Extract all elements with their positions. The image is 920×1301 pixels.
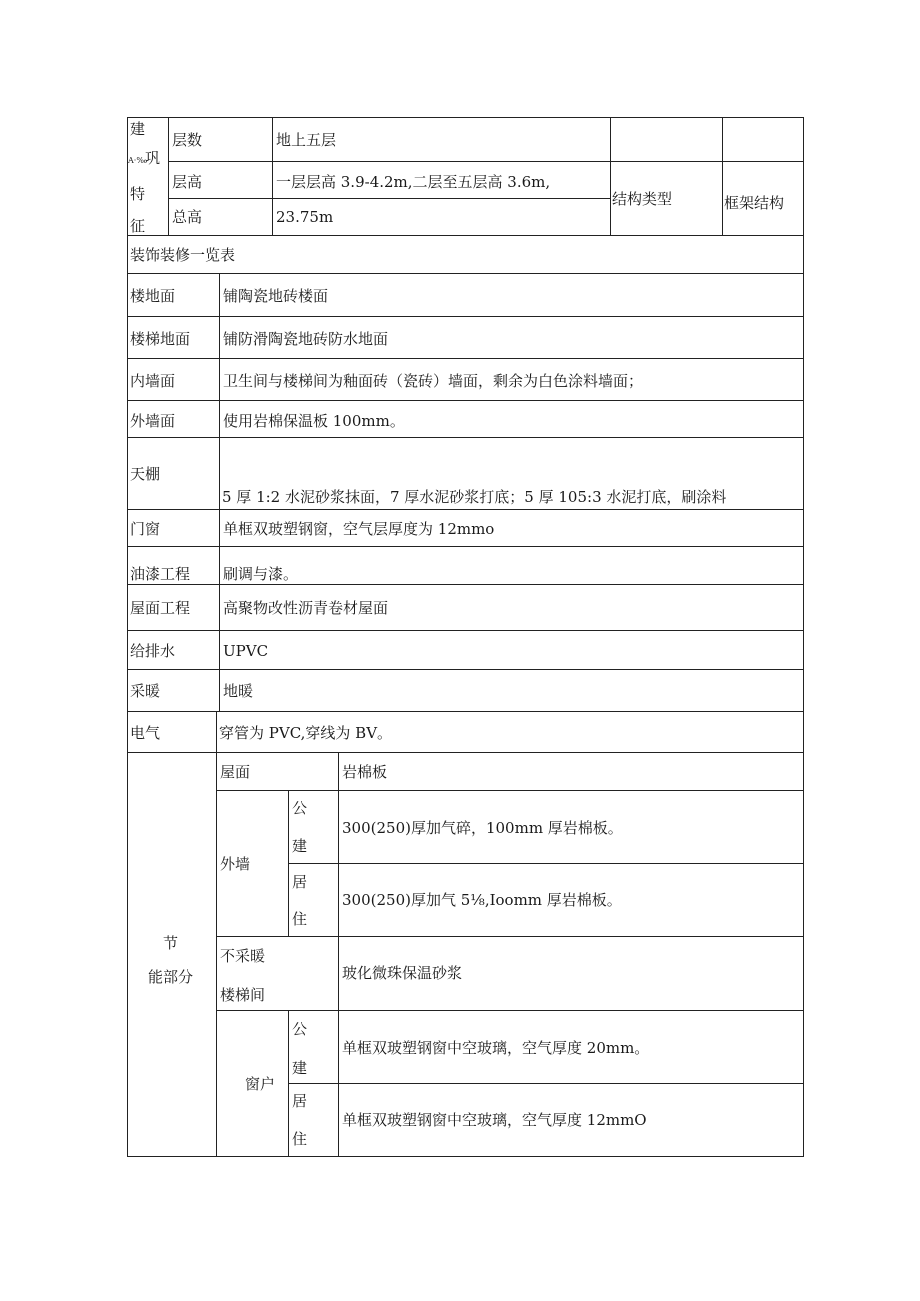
row-value: 高聚物改性沥青卷材屋面 [223, 599, 389, 617]
floor-height-value: 一层层高 3.9-4.2m,二层至五层高 3.6m, [276, 173, 551, 191]
divider [127, 235, 804, 236]
row-label: 内墙面 [130, 372, 176, 390]
energy-section-label: 节 [163, 934, 179, 952]
floor-height-label: 层高 [172, 173, 203, 191]
row-value: UPVC [223, 642, 269, 660]
divider [127, 358, 804, 359]
row-label: 门窗 [130, 520, 161, 538]
divider [127, 437, 804, 438]
structure-type-value: 框架结构 [724, 194, 785, 212]
section-label-char: 建 [130, 120, 146, 138]
divider [216, 1010, 804, 1011]
divider [127, 546, 804, 547]
window-public-value: 单框双玻塑钢窗中空玻璃，空气厚度 20mm。 [342, 1039, 650, 1057]
divider [127, 630, 804, 631]
residential-char: 居 [292, 1092, 308, 1110]
section-label-mark: A·‰ [128, 156, 148, 165]
section-label-char: 特 [130, 185, 146, 203]
row-label: 楼梯地面 [130, 330, 191, 348]
row-value: 单框双玻塑钢窗，空气层厚度为 12mmo [223, 520, 495, 538]
section-label-char: 巩 [145, 149, 161, 167]
public-building-char: 建 [292, 1059, 308, 1077]
divider [338, 752, 339, 1157]
row-label: 电气 [130, 724, 161, 742]
row-label: 屋面工程 [130, 599, 191, 617]
divider [127, 669, 804, 670]
divider [168, 198, 611, 199]
divider [288, 863, 804, 864]
divider [168, 117, 169, 235]
divider [216, 711, 217, 753]
divider [127, 752, 804, 753]
divider [127, 584, 804, 585]
row-label: 外墙面 [130, 412, 176, 430]
divider [216, 752, 217, 1157]
row-value: 铺陶瓷地砖楼面 [223, 287, 329, 305]
row-value: 地暖 [223, 682, 254, 700]
divider [127, 509, 804, 510]
window-residential-value: 单框双玻塑钢窗中空玻璃，空气厚度 12mmO [342, 1111, 647, 1129]
window-label: 窗户 [245, 1075, 276, 1093]
total-height-value: 23.75m [276, 208, 334, 226]
residential-char: 住 [292, 910, 308, 928]
row-value: 穿管为 PVC,穿线为 BV。 [219, 724, 393, 742]
unheated-stair-label: 楼梯间 [220, 986, 266, 1004]
structure-type-label: 结构类型 [612, 190, 673, 208]
section-label-char: 征 [130, 217, 146, 235]
row-value: 5 厚 1:2 水泥砂浆抹面，7 厚水泥砂浆打底；5 厚 105:3 水泥打底，刷涂料 [222, 488, 727, 506]
energy-section-label: 能部分 [148, 968, 194, 986]
residential-char: 住 [292, 1130, 308, 1148]
public-building-char: 公 [292, 799, 308, 817]
decoration-title: 装饰装修一览表 [130, 246, 236, 264]
table-border-bottom [127, 1156, 804, 1157]
row-value: 使用岩棉保温板 100mm。 [223, 412, 405, 430]
row-value: 铺防滑陶瓷地砖防水地面 [223, 330, 389, 348]
divider [288, 1083, 804, 1084]
public-building-char: 公 [292, 1020, 308, 1038]
divider [127, 711, 804, 712]
divider [610, 117, 611, 235]
divider [216, 936, 804, 937]
roof-label: 屋面 [220, 763, 251, 781]
divider [219, 273, 220, 712]
exterior-wall-label: 外墙 [220, 855, 251, 873]
divider [127, 316, 804, 317]
row-value: 刷调与漆。 [223, 565, 299, 583]
divider [722, 117, 723, 235]
row-label: 天棚 [130, 465, 161, 483]
divider [216, 790, 804, 791]
row-label: 油漆工程 [130, 565, 191, 583]
residential-char: 居 [292, 873, 308, 891]
divider [127, 273, 804, 274]
wall-residential-value: 300(250)厚加气 5⅛,Ioomm 厚岩棉板。 [342, 891, 622, 909]
unheated-stair-label: 不采暖 [220, 947, 266, 965]
public-building-char: 建 [292, 837, 308, 855]
wall-public-value: 300(250)厚加气碎，100mm 厚岩棉板。 [342, 819, 623, 837]
row-value: 卫生间与楼梯间为釉面砖（瓷砖）墙面，剩余为白色涂料墙面； [223, 372, 644, 390]
row-label: 楼地面 [130, 287, 176, 305]
roof-value: 岩棉板 [342, 763, 388, 781]
divider [168, 161, 804, 162]
row-label: 给排水 [130, 642, 176, 660]
table-border-top [127, 117, 804, 118]
unheated-stair-value: 玻化微珠保温砂浆 [342, 964, 463, 982]
total-height-label: 总高 [172, 208, 203, 226]
divider [127, 400, 804, 401]
floors-value: 地上五层 [276, 131, 337, 149]
divider [272, 117, 273, 235]
row-label: 采暖 [130, 682, 161, 700]
floors-label: 层数 [172, 131, 203, 149]
